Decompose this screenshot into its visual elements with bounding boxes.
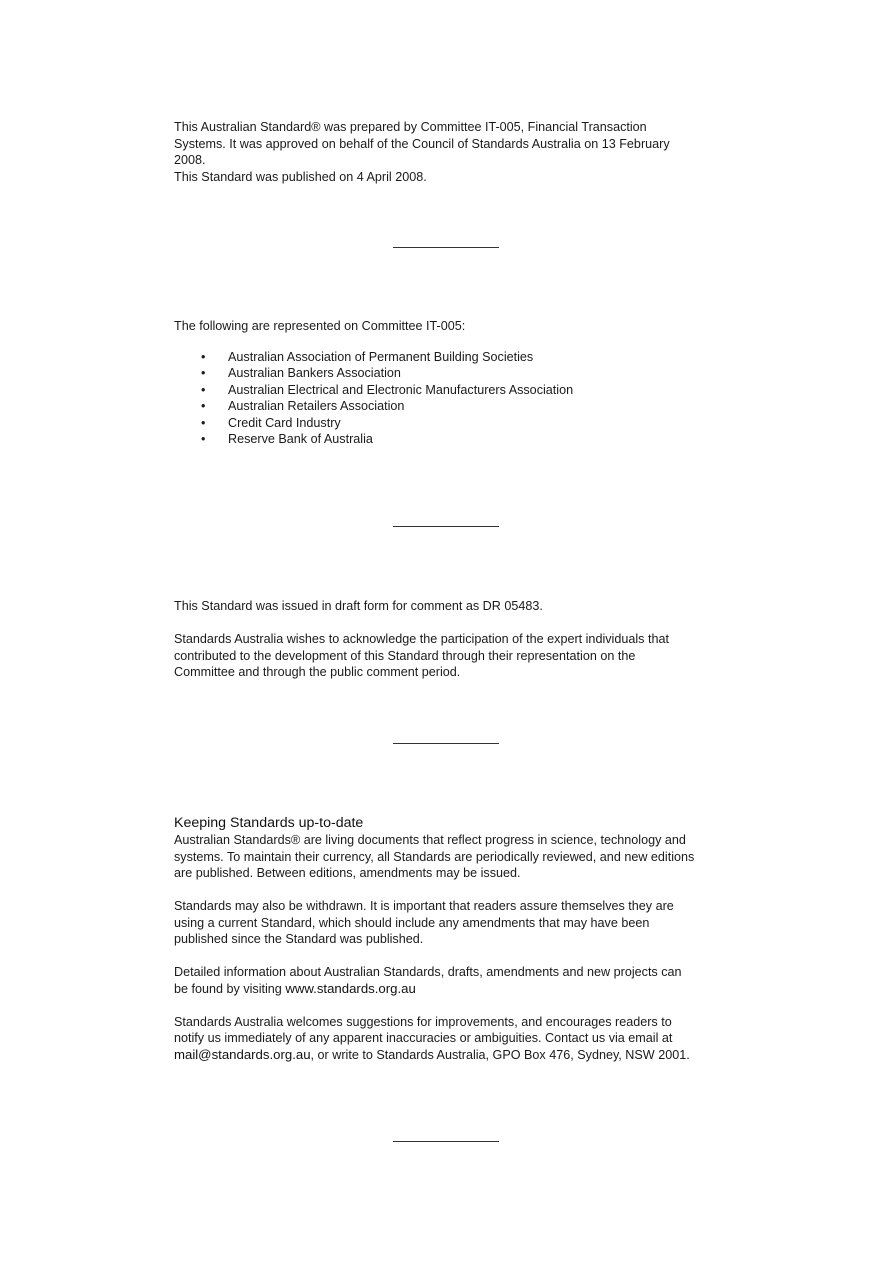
bullet-icon: • [201,432,206,446]
list-item [174,349,734,366]
website-link[interactable]: www.standards.org.au [285,980,416,996]
draft-issued-text: This Standard was issued in draft form for comment as DR 05483. [174,599,543,613]
email-link[interactable]: mail@standards.org.au [174,1046,311,1062]
committee-member-list [174,349,734,448]
list-item [174,398,734,415]
suggestions-paragraph [174,1014,734,1064]
text-line: notify us immediately of any apparent inaccuracies or ambiguities. Contact us via email at [174,1031,673,1045]
bullet-icon: • [201,415,206,430]
committee-intro: The following are represented on Committee IT-005: [174,319,466,333]
ack-line-3: Committee and through the public comment period. [174,665,461,679]
text-line: systems. To maintain their currency, all Standards are periodically reviewed, and new editions [174,849,695,864]
text-line: Australian Standards® are living documents that reflect progress in science, technology and [174,833,686,847]
approval-line-1: This Australian Standard® was prepared by Committee IT-005, Financial Transaction [174,120,647,134]
text-line: , or write to Standards Australia, GPO Box 476, Sydney, NSW 2001. [310,1047,690,1062]
section-divider [393,247,499,248]
draft-section [174,598,734,681]
section-heading: Keeping Standards up-to-date [174,815,364,831]
committee-section [174,318,734,448]
text-line: Detailed information about Australian Standards, drafts, amendments and new projects can [174,965,682,979]
approval-line-2: Systems. It was approved on behalf of the Council of Standards Australia on 13 February [174,136,670,151]
text-line: Standards Australia welcomes suggestions for improvements, and encourages readers to [174,1014,672,1029]
withdrawn-paragraph [174,898,734,948]
text-line: Standards may also be withdrawn. It is important that readers assure themselves they are [174,899,674,913]
bullet-icon: • [201,366,206,380]
bullet-icon: • [201,382,206,397]
list-item [174,415,734,432]
member-name: Australian Association of Permanent Building Societies [228,349,534,364]
text-line: using a current Standard, which should include any amendments that may have been [174,915,650,930]
publication-date-text: This Standard was published on 4 April 2008. [174,169,427,184]
bullet-icon: • [201,349,206,364]
section-divider [393,1141,499,1142]
member-name: Australian Bankers Association [228,366,401,380]
list-item [174,382,734,399]
ack-line-2: contributed to the development of this Standard through their representation on the [174,648,636,663]
detailed-info-paragraph [174,964,734,997]
text-line: are published. Between editions, amendments may be issued. [174,866,521,880]
living-documents-paragraph [174,832,734,882]
member-name: Australian Retailers Association [228,399,405,413]
list-item [174,431,734,448]
bullet-icon: • [201,399,206,413]
list-item [174,365,734,382]
approval-section [174,119,734,185]
text-line: be found by visiting [174,981,286,996]
member-name: Credit Card Industry [228,415,341,430]
uptodate-section [174,815,734,1063]
ack-line-1: Standards Australia wishes to acknowledge the participation of the expert individuals that [174,632,669,646]
approval-line-3: 2008. [174,153,206,167]
text-line: published since the Standard was published. [174,932,424,946]
section-divider [393,743,499,744]
approval-paragraph [174,119,734,169]
member-name: Australian Electrical and Electronic Manufacturers Association [228,382,574,397]
section-divider [393,526,499,527]
member-name: Reserve Bank of Australia [228,432,373,446]
acknowledgement-paragraph [174,631,734,681]
